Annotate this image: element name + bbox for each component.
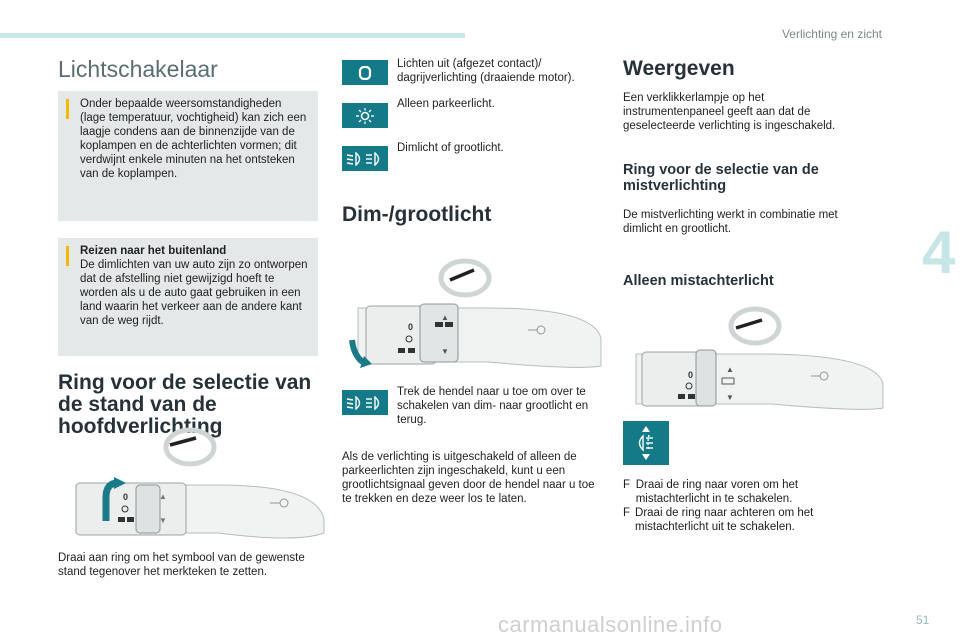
page-number: 51 — [916, 613, 930, 627]
svg-text:▼: ▼ — [159, 516, 167, 525]
ring-main-heading: Ring voor de selectie van de stand van de hoofdverlichting — [58, 371, 312, 438]
info-icon — [66, 99, 69, 119]
beam-symbol-box — [342, 146, 388, 171]
bullet-marker-icon: F — [623, 479, 631, 491]
bullet-item — [623, 478, 863, 534]
info-icon — [66, 246, 69, 266]
ring-main-caption: Draai aan ring om het symbool van de gewenste stand tegenover het merkteken te zetten. — [58, 552, 305, 578]
off-label: 0 — [408, 322, 414, 332]
parking-light-icon — [355, 108, 375, 124]
off-label: 0 — [688, 370, 694, 380]
watermark: carmanualsonline.info — [498, 612, 723, 637]
rear-fog-light-icon — [633, 425, 659, 461]
page-title: Lichtschakelaar — [58, 56, 218, 82]
svg-text:▲: ▲ — [159, 492, 167, 501]
dipped-main-beam-icon — [346, 152, 384, 166]
row-parking-text: Alleen parkeerlicht. — [397, 98, 495, 110]
dipped-beam-icon — [118, 517, 125, 522]
light-stalk-illustration — [58, 425, 328, 545]
info-box-abroad — [58, 238, 318, 356]
steering-wheel-icon — [441, 261, 489, 295]
display-text: Een verklikkerlampje op het instrumentenpaneel geeft aan dat de geselecteerde verlichting is ingeschakeld. — [623, 92, 836, 132]
section-title: Verlichting en zicht — [781, 27, 882, 41]
main-beam-icon — [127, 517, 134, 522]
flash-text: Als de verlichting is uitgeschakeld of alleen de parkeerlichten zijn ingeschakeld, kunt u een grootlichtsignaal geven door de hendel naar u toe te trekken en deze weer los te laten. — [342, 451, 595, 505]
row-off-text: Lichten uit (afgezet contact)/ dagrijverlichting (draaiende motor). — [397, 58, 575, 84]
dim-heading: Dim-/grootlicht — [342, 203, 492, 226]
steering-wheel-icon — [166, 430, 214, 464]
display-heading: Weergeven — [623, 57, 735, 80]
svg-text:▼: ▼ — [726, 393, 734, 402]
bullet-marker-icon: F — [623, 507, 631, 519]
row-beam-text: Dimlicht of grootlicht. — [397, 142, 504, 154]
fog-heading: Ring voor de selectie van de mistverlichting — [623, 162, 819, 194]
parking-symbol-box — [342, 103, 388, 128]
info-box-condensation — [58, 91, 318, 221]
bullet-text: Draai de ring naar voren om het mistachterlicht in te schakelen. — [635, 479, 799, 505]
svg-text:▲: ▲ — [441, 313, 449, 322]
rear-fog-heading: Alleen mistachterlicht — [623, 273, 774, 289]
dipped-main-beam-icon — [346, 396, 384, 410]
dim-text: Trek de hendel naar u toe om over te schakelen van dim- naar grootlicht en terug. — [397, 386, 589, 426]
off-symbol-box — [342, 60, 388, 85]
svg-text:▼: ▼ — [441, 347, 449, 356]
info-abroad-text: De dimlichten van uw auto zijn zo ontworpen dat de afstelling niet gewijzigd hoeft te worden als u de auto gaat gebruiken in een land waarin het verkeer aan de andere kant van de weg rijdt. — [80, 259, 308, 327]
off-label: 0 — [123, 492, 129, 502]
fog-text: De mistverlichting werkt in combinatie met dimlicht en grootlicht. — [623, 209, 838, 235]
stalk-marker-line — [170, 438, 196, 445]
top-accent-bar — [0, 33, 465, 38]
dim-stalk-illustration — [338, 258, 603, 376]
bullet-text: Draai de ring naar achteren om het mistachterlicht uit te schakelen. — [635, 507, 814, 533]
info-abroad-title: Reizen naar het buitenland — [80, 245, 227, 257]
svg-text:▲: ▲ — [726, 365, 734, 374]
info-abroad-content — [80, 244, 310, 328]
info-text: Onder bepaalde weersomstandigheden (lage temperatuur, vochtigheid) kan zich een laagje condens aan de binnenzijde van de koplampen en de achterlichten vormen; dit verdwijnt enkele minuten na het ontsteken van de koplampen. — [80, 98, 307, 180]
chapter-number: 4 — [922, 219, 956, 286]
fog-stalk-illustration — [622, 300, 884, 418]
rear-fog-symbol-box — [623, 421, 669, 465]
beam-symbol-box-2 — [342, 390, 388, 415]
zero-symbol-icon — [358, 66, 372, 80]
